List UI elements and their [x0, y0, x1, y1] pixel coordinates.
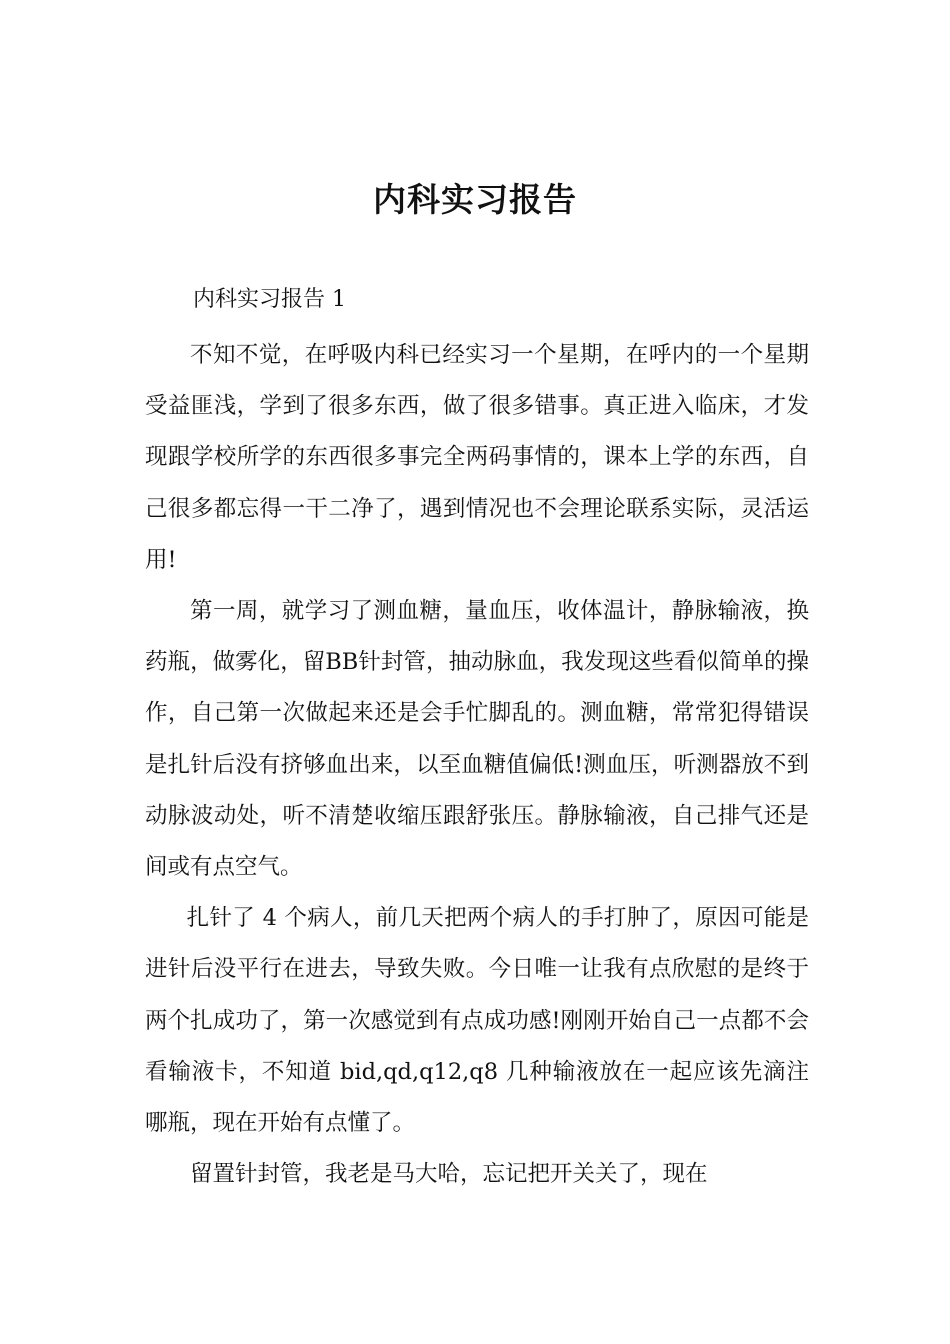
- section-heading: 内科实习报告 1: [193, 287, 346, 312]
- paragraph-4: 留置针封管，我老是马大哈，忘记把开关关了，现在: [190, 1161, 708, 1188]
- paragraph-1: 不知不觉，在呼吸内科已经实习一个星期，在呼内的一个星期受益匪浅，学到了很多东西，做了很多错事。真正进入临床，才发现跟学校所学的东西很多事完全两码事情的，课本上学的东西，自己很多都忘得一干二净了，遇到情况也不会理论联系实际，灵活运用!: [145, 342, 809, 573]
- document-title: 内科实习报告: [373, 180, 577, 219]
- paragraph-3: 扎针了 4 个病人，前几天把两个病人的手打肿了，原因可能是进针后没平行在进去，导致失败。今日唯一让我有点欣慰的是终于两个扎成功了，第一次感觉到有点成功感!刚刚开始自己一点都不会看输液卡，不知道 bid,qd,q12,q8 几种输液放在一起应该先滴注哪瓶，现在开始有点懂了。: [145, 905, 809, 1137]
- document-body: [145, 330, 809, 1200]
- paragraph-2: 第一周，就学习了测血糖，量血压，收体温计，静脉输液，换药瓶，做雾化，留BB针封管，抽动脉血，我发现这些看似简单的操作，自己第一次做起来还是会手忙脚乱的。测血糖，常常犯得错误是扎针后没有挤够血出来，以至血糖值偏低!测血压，听测器放不到动脉波动处，听不清楚收缩压跟舒张压。静脉输液，自己排气还是间或有点空气。: [145, 598, 809, 881]
